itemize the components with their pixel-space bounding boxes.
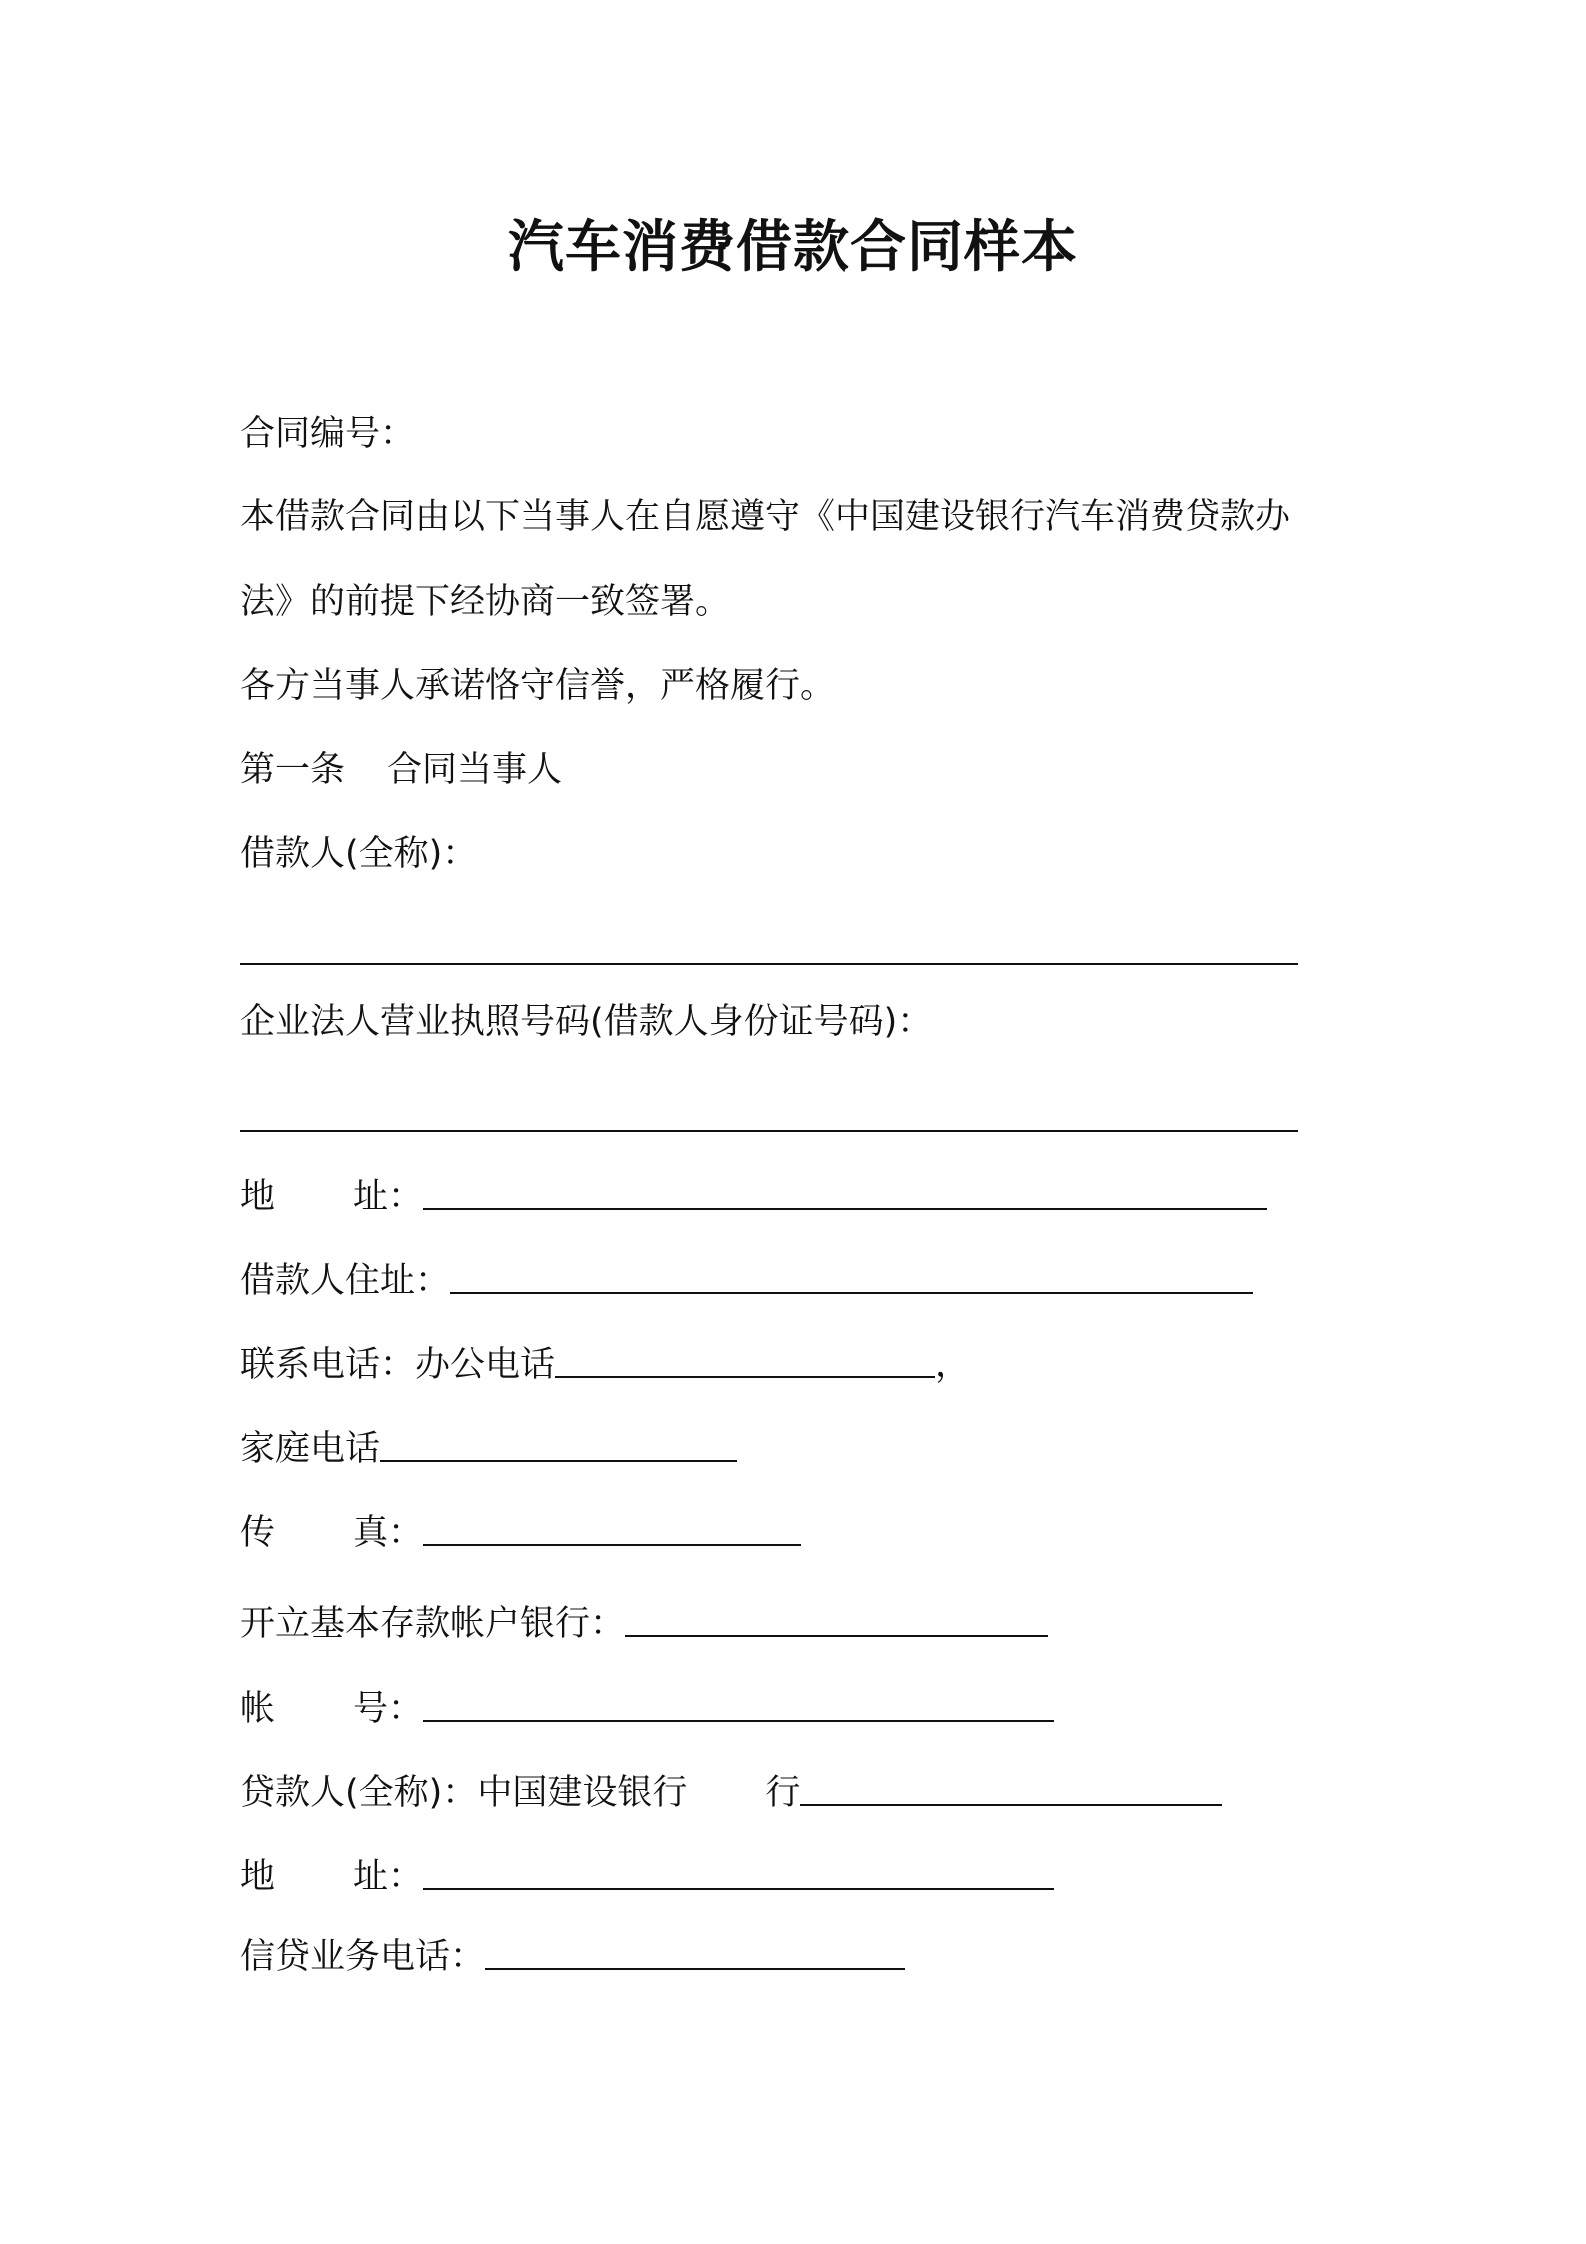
home-phone-blank[interactable] <box>380 1420 737 1462</box>
account-number-row <box>240 1678 1054 1733</box>
account-number-blank[interactable] <box>423 1680 1054 1722</box>
borrower-address-row <box>240 1166 1267 1221</box>
borrower-phone-label: 联系电话： <box>240 1345 416 1385</box>
lender-name-label: 贷款人(全称)： <box>240 1773 478 1813</box>
intro-paragraph-line-2: 法》的前提下经协商一致签署。 <box>240 582 731 622</box>
borrower-residence-blank[interactable] <box>450 1252 1253 1294</box>
home-phone-row <box>240 1418 737 1473</box>
article-1-number: 第一条 <box>240 750 346 790</box>
lender-address-label-char-2: 址： <box>353 1857 424 1897</box>
lender-branch-blank[interactable] <box>800 1764 1222 1806</box>
article-1-title: 合同当事人 <box>387 750 563 790</box>
fax-blank[interactable] <box>423 1504 801 1546</box>
phone-separator-comma: ， <box>935 1345 971 1385</box>
lender-address-blank[interactable] <box>423 1848 1054 1890</box>
credit-phone-label: 信贷业务电话： <box>240 1937 486 1977</box>
borrower-address-label-char-1: 地 <box>240 1177 276 1217</box>
office-phone-label: 办公电话 <box>415 1345 556 1385</box>
borrower-name-label: 借款人(全称)： <box>240 834 478 874</box>
borrower-license-label: 企业法人营业执照号码(借款人身份证号码)： <box>240 1002 933 1042</box>
borrower-phone-row <box>240 1334 970 1389</box>
fax-row <box>240 1502 801 1557</box>
lender-branch-suffix: 行 <box>765 1773 801 1813</box>
account-number-label-char-1: 帐 <box>240 1689 276 1729</box>
borrower-residence-row <box>240 1250 1253 1305</box>
borrower-address-label-char-2: 址： <box>353 1177 424 1217</box>
fax-label-char-1: 传 <box>240 1513 276 1553</box>
lender-address-label-char-1: 地 <box>240 1857 276 1897</box>
bank-account-label: 开立基本存款帐户银行： <box>240 1604 626 1644</box>
document-title: 汽车消费借款合同样本 <box>508 215 1078 280</box>
credit-phone-blank[interactable] <box>485 1928 905 1970</box>
contract-number-label: 合同编号： <box>240 414 416 454</box>
lender-name-row <box>240 1762 1222 1817</box>
intro-paragraph-line-1: 本借款合同由以下当事人在自愿遵守《中国建设银行汽车消费贷款办 <box>240 497 1291 537</box>
lender-address-row <box>240 1846 1054 1901</box>
home-phone-label: 家庭电话 <box>240 1429 381 1469</box>
borrower-residence-label: 借款人住址： <box>240 1261 451 1301</box>
office-phone-blank[interactable] <box>555 1336 935 1378</box>
account-number-label-char-2: 号： <box>353 1689 424 1729</box>
intro-paragraph-line-3: 各方当事人承诺恪守信誉，严格履行。 <box>240 666 836 706</box>
bank-account-blank[interactable] <box>625 1595 1048 1637</box>
fax-label-char-2: 真： <box>353 1513 424 1553</box>
credit-phone-row <box>240 1926 905 1981</box>
borrower-license-blank[interactable] <box>240 1130 1298 1132</box>
borrower-name-blank[interactable] <box>240 963 1298 965</box>
article-1-heading <box>240 746 562 794</box>
lender-bank-name: 中国建设银行 <box>477 1773 688 1813</box>
bank-account-row <box>240 1593 1048 1648</box>
borrower-address-blank[interactable] <box>423 1168 1267 1210</box>
